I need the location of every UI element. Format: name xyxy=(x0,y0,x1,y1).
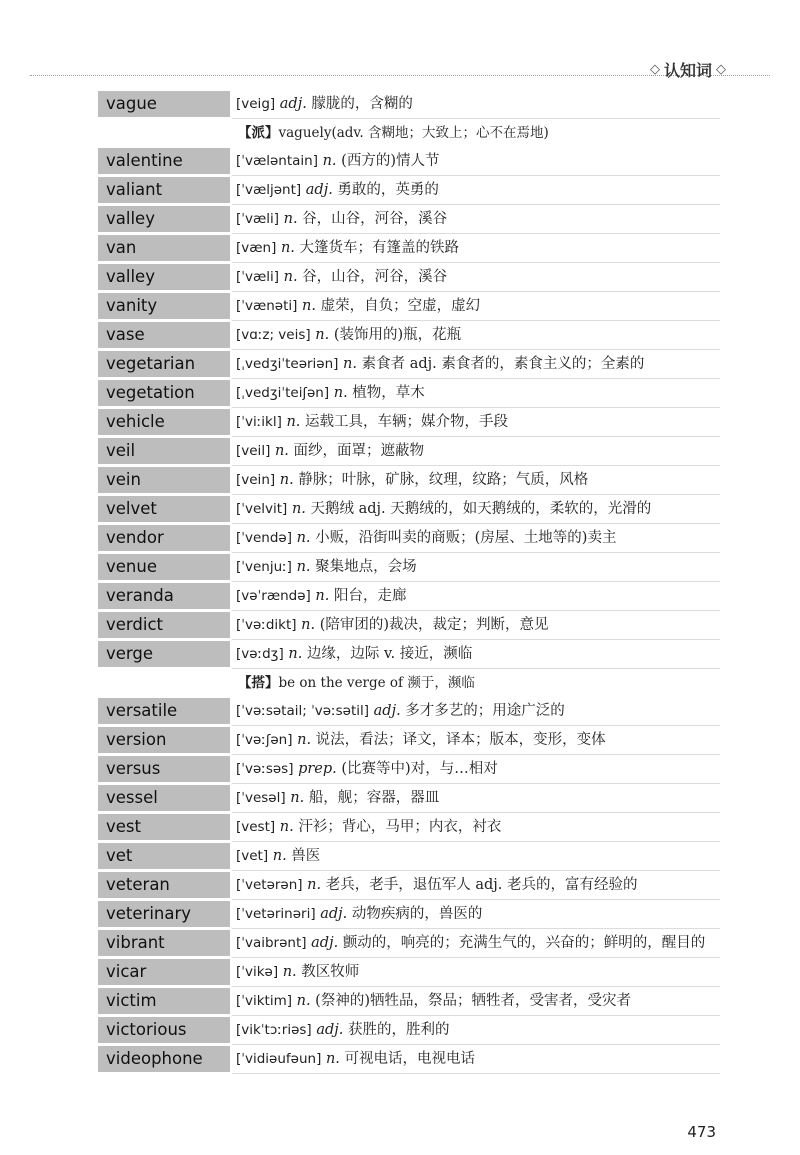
entry-part-of-speech: n. xyxy=(296,559,311,575)
entry-part-of-speech: n. xyxy=(279,472,294,488)
entry-meaning: (比赛等中)对，与…相对 xyxy=(341,761,498,777)
entry-word: verdict xyxy=(98,612,230,638)
entry-phonetic: [ˈvendə] xyxy=(236,530,292,546)
entry-row xyxy=(98,1016,720,1045)
entry-row xyxy=(98,784,720,813)
entry-phonetic: [ˈviːikl] xyxy=(236,414,282,430)
entry-part-of-speech: n. xyxy=(307,877,322,893)
entry-phonetic: [ˈvəːsəs] xyxy=(236,761,294,777)
entry-definition xyxy=(232,871,720,900)
entry-definition xyxy=(232,958,720,987)
entry-phonetic: [ˈvetərən] xyxy=(236,877,303,893)
entry-word: vet xyxy=(98,843,230,869)
entry-word: valiant xyxy=(98,177,230,203)
entry-definition xyxy=(232,813,720,842)
entry-meaning: 小贩，沿街叫卖的商贩；(房屋、土地等的)卖主 xyxy=(315,530,617,546)
entry-part-of-speech: adj. xyxy=(320,906,348,922)
entry-part-of-speech: n. xyxy=(280,240,295,256)
entry-word: vehicle xyxy=(98,409,230,435)
entry-row xyxy=(98,90,720,119)
entry-part-of-speech: n. xyxy=(283,269,298,285)
entry-row xyxy=(98,263,720,292)
entry-phonetic: [veil] xyxy=(236,443,271,459)
entry-phonetic: [ˈvæljənt] xyxy=(236,182,302,198)
diamond-outline-icon: ◇ xyxy=(649,62,660,77)
entry-row xyxy=(98,205,720,234)
entry-phonetic: [vikˈtɔːriəs] xyxy=(236,1022,312,1038)
entry-part-of-speech: n. xyxy=(315,327,330,343)
entry-meaning: 说法，看法；译文，译本；版本，变形，变体 xyxy=(315,732,606,748)
entry-row xyxy=(98,437,720,466)
entry-part-of-speech: n. xyxy=(296,530,311,546)
entry-row xyxy=(98,321,720,350)
entry-part-of-speech: n. xyxy=(315,588,330,604)
entry-row xyxy=(98,379,720,408)
entry-meaning: (祭神的)牺牲品，祭品；牺牲者，受害者，受灾者 xyxy=(315,993,631,1009)
entry-meaning: 可视电话，电视电话 xyxy=(344,1051,476,1067)
entry-meaning: 船，舰；容器，器皿 xyxy=(308,790,440,806)
entry-word: vanity xyxy=(98,293,230,319)
entry-phonetic: [ˈviktim] xyxy=(236,993,292,1009)
entry-word: version xyxy=(98,727,230,753)
entry-definition xyxy=(232,582,720,611)
entry-row xyxy=(98,524,720,553)
entry-part-of-speech: n. xyxy=(301,617,316,633)
entry-row xyxy=(98,640,720,669)
entry-phonetic: [ˈvenjuː] xyxy=(236,559,292,575)
entry-row xyxy=(98,813,720,842)
entry-phonetic: [ˈvetərinəri] xyxy=(236,906,316,922)
entry-word: veterinary xyxy=(98,901,230,927)
page-number: 473 xyxy=(687,1123,716,1141)
entry-row xyxy=(98,958,720,987)
entry-definition xyxy=(232,90,720,119)
entry-phonetic: [ˈvəːsətail; ˈvəːsətil] xyxy=(236,703,370,719)
entry-definition xyxy=(232,350,720,379)
entry-definition xyxy=(232,263,720,292)
entry-part-of-speech: adj. xyxy=(305,182,333,198)
entry-word: versus xyxy=(98,756,230,782)
note-tag: 【搭】 xyxy=(238,675,279,691)
entry-part-of-speech: n. xyxy=(302,298,316,314)
entry-phonetic: [vəˈrændə] xyxy=(236,588,311,604)
entry-row xyxy=(98,726,720,755)
entry-phonetic: [vein] xyxy=(236,472,276,488)
entry-meaning: 静脉；叶脉，矿脉，纹理，纹路；气质，风格 xyxy=(298,472,589,488)
entry-row xyxy=(98,292,720,321)
entry-phonetic: [ˈvikə] xyxy=(236,964,279,980)
entry-word: victim xyxy=(98,988,230,1014)
entry-part-of-speech: n. xyxy=(279,819,294,835)
entry-word: veil xyxy=(98,438,230,464)
entry-meaning: 天鹅绒 adj. 天鹅绒的，如天鹅绒的，柔软的，光滑的 xyxy=(310,501,652,517)
entry-note xyxy=(234,119,720,147)
entry-row xyxy=(98,987,720,1016)
entry-definition xyxy=(232,147,720,176)
entry-meaning: 颤动的，响亮的；充满生气的，兴奋的；鲜明的，醒目的 xyxy=(342,935,706,951)
entry-note xyxy=(234,669,720,697)
entry-phonetic: [vəːdʒ] xyxy=(236,646,284,662)
entry-definition xyxy=(232,900,720,929)
entry-meaning: 素食者 adj. 素食者的，素食主义的；全素的 xyxy=(361,356,645,372)
entry-definition xyxy=(232,408,720,437)
entry-word: veranda xyxy=(98,583,230,609)
entry-word: vendor xyxy=(98,525,230,551)
entry-phonetic: [ˈvæləntain] xyxy=(236,153,318,169)
entry-definition xyxy=(232,842,720,871)
entry-phonetic: [ˈvelvit] xyxy=(236,501,288,517)
entry-row xyxy=(98,900,720,929)
entry-definition xyxy=(232,726,720,755)
page-header xyxy=(650,58,726,81)
entry-part-of-speech: n. xyxy=(297,732,312,748)
entry-part-of-speech: n. xyxy=(274,443,289,459)
entry-phonetic: [vest] xyxy=(236,819,276,835)
entry-part-of-speech: n. xyxy=(272,848,287,864)
entry-part-of-speech: n. xyxy=(343,356,357,372)
entry-row xyxy=(98,466,720,495)
entry-definition xyxy=(232,755,720,784)
entry-word: vest xyxy=(98,814,230,840)
entry-phonetic: [ˈvəːʃən] xyxy=(236,732,293,748)
entry-part-of-speech: n. xyxy=(333,385,348,401)
entry-word: vicar xyxy=(98,959,230,985)
entry-row xyxy=(98,176,720,205)
entry-word: vibrant xyxy=(98,930,230,956)
diamond-outline-icon: ◇ xyxy=(716,62,726,77)
entry-row xyxy=(98,582,720,611)
entry-row xyxy=(98,871,720,900)
entry-definition xyxy=(232,524,720,553)
entry-word: vein xyxy=(98,467,230,493)
entry-definition xyxy=(232,929,720,958)
entry-row xyxy=(98,234,720,263)
note-text: vaguely(adv. 含糊地；大致上；心不在焉地) xyxy=(278,125,549,141)
entry-definition xyxy=(232,987,720,1016)
entry-row xyxy=(98,929,720,958)
entry-meaning: 获胜的，胜利的 xyxy=(347,1022,450,1038)
entry-part-of-speech: n. xyxy=(286,414,301,430)
entry-row xyxy=(98,611,720,640)
entry-word: vessel xyxy=(98,785,230,811)
entry-definition xyxy=(232,437,720,466)
entry-definition xyxy=(232,640,720,669)
entry-meaning: 面纱，面罩；遮蔽物 xyxy=(293,443,425,459)
entry-word: vague xyxy=(98,91,230,117)
entry-meaning: 植物，草木 xyxy=(352,385,425,401)
entry-definition xyxy=(232,321,720,350)
entry-word: victorious xyxy=(98,1017,230,1043)
entry-phonetic: [veig] xyxy=(236,96,276,112)
entry-phonetic: [ˈvesəl] xyxy=(236,790,286,806)
entry-meaning: (陪审团的)裁决，裁定；判断，意见 xyxy=(319,617,549,633)
entry-meaning: 虚荣，自负；空虚，虚幻 xyxy=(320,298,481,314)
entry-part-of-speech: adj. xyxy=(316,1022,344,1038)
entry-meaning: 勇敢的，英勇的 xyxy=(337,182,439,198)
entry-definition xyxy=(232,495,720,524)
section-title: 认知词 xyxy=(663,61,712,80)
entry-phonetic: [ˈvaibrənt] xyxy=(236,935,307,951)
entry-row xyxy=(98,842,720,871)
entry-definition xyxy=(232,697,720,726)
entry-word: veteran xyxy=(98,872,230,898)
entry-definition xyxy=(232,784,720,813)
entry-part-of-speech: adj. xyxy=(311,935,339,951)
entry-meaning: 朦胧的，含糊的 xyxy=(311,96,413,112)
entry-definition xyxy=(232,611,720,640)
entry-part-of-speech: n. xyxy=(291,501,306,517)
entry-meaning: 动物疾病的，兽医的 xyxy=(351,906,483,922)
entry-row xyxy=(98,147,720,176)
entry-phonetic: [ˈvænəti] xyxy=(236,298,298,314)
entry-part-of-speech: n. xyxy=(322,153,337,169)
entry-meaning: 谷，山谷，河谷，溪谷 xyxy=(302,269,448,285)
entry-row xyxy=(98,495,720,524)
entry-part-of-speech: n. xyxy=(288,646,303,662)
entry-word: versatile xyxy=(98,698,230,724)
entry-definition xyxy=(232,553,720,582)
entry-phonetic: [ˈvæli] xyxy=(236,269,279,285)
entry-part-of-speech: n. xyxy=(296,993,311,1009)
entry-word: vegetation xyxy=(98,380,230,406)
entry-word: verge xyxy=(98,641,230,667)
entry-part-of-speech: adj. xyxy=(279,96,307,112)
entry-meaning: 边缘，边际 v. 接近，濒临 xyxy=(306,646,473,662)
entry-row xyxy=(98,1045,720,1074)
entry-meaning: (西方的)情人节 xyxy=(341,153,440,169)
entry-phonetic: [væn] xyxy=(236,240,277,256)
entry-row xyxy=(98,755,720,784)
entry-definition xyxy=(232,1016,720,1045)
entry-word: videophone xyxy=(98,1046,230,1072)
entry-word: vegetarian xyxy=(98,351,230,377)
entry-definition xyxy=(232,466,720,495)
entry-row xyxy=(98,350,720,379)
entry-phonetic: [ˌvedʒiˈteiʃən] xyxy=(236,385,330,401)
entry-part-of-speech: n. xyxy=(282,964,297,980)
entry-meaning: 谷，山谷，河谷，溪谷 xyxy=(302,211,448,227)
vocabulary-list xyxy=(98,90,720,1074)
entry-phonetic: [ˌvedʒiˈteəriən] xyxy=(236,356,339,372)
entry-part-of-speech: n. xyxy=(290,790,305,806)
entry-row xyxy=(98,697,720,726)
entry-part-of-speech: prep. xyxy=(298,761,337,777)
entry-part-of-speech: n. xyxy=(325,1051,340,1067)
note-tag: 【派】 xyxy=(238,125,279,141)
entry-meaning: 老兵，老手，退伍军人 adj. 老兵的，富有经验的 xyxy=(325,877,638,893)
entry-phonetic: [ˈvidiəufəun] xyxy=(236,1051,322,1067)
entry-phonetic: [ˈvæli] xyxy=(236,211,279,227)
entry-row xyxy=(98,553,720,582)
entry-phonetic: [ˈvəːdikt] xyxy=(236,617,297,633)
entry-word: vase xyxy=(98,322,230,348)
entry-meaning: 汗衫；背心，马甲；内衣，衬衣 xyxy=(298,819,502,835)
entry-word: van xyxy=(98,235,230,261)
entry-word: velvet xyxy=(98,496,230,522)
entry-word: valley xyxy=(98,264,230,290)
entry-word: valentine xyxy=(98,148,230,174)
entry-phonetic: [vet] xyxy=(236,848,269,864)
entry-meaning: 阳台，走廊 xyxy=(333,588,407,604)
entry-meaning: 兽医 xyxy=(291,848,321,864)
entry-meaning: 多才多艺的；用途广泛的 xyxy=(405,703,565,719)
entry-definition xyxy=(232,176,720,205)
entry-row xyxy=(98,408,720,437)
entry-word: venue xyxy=(98,554,230,580)
entry-meaning: 运载工具，车辆；媒介物，手段 xyxy=(305,414,509,430)
note-text: be on the verge of 濒于，濒临 xyxy=(278,675,475,691)
entry-part-of-speech: n. xyxy=(283,211,298,227)
entry-definition xyxy=(232,1045,720,1074)
entry-phonetic: [vɑːz; veis] xyxy=(236,327,311,343)
entry-meaning: 大篷货车；有篷盖的铁路 xyxy=(299,240,460,256)
entry-word: valley xyxy=(98,206,230,232)
entry-definition xyxy=(232,205,720,234)
entry-definition xyxy=(232,292,720,321)
entry-meaning: 聚集地点，会场 xyxy=(315,559,417,575)
entry-definition xyxy=(232,379,720,408)
entry-meaning: 教区牧师 xyxy=(301,964,360,980)
entry-meaning: (装饰用的)瓶，花瓶 xyxy=(333,327,462,343)
entry-definition xyxy=(232,234,720,263)
entry-part-of-speech: adj. xyxy=(373,703,401,719)
